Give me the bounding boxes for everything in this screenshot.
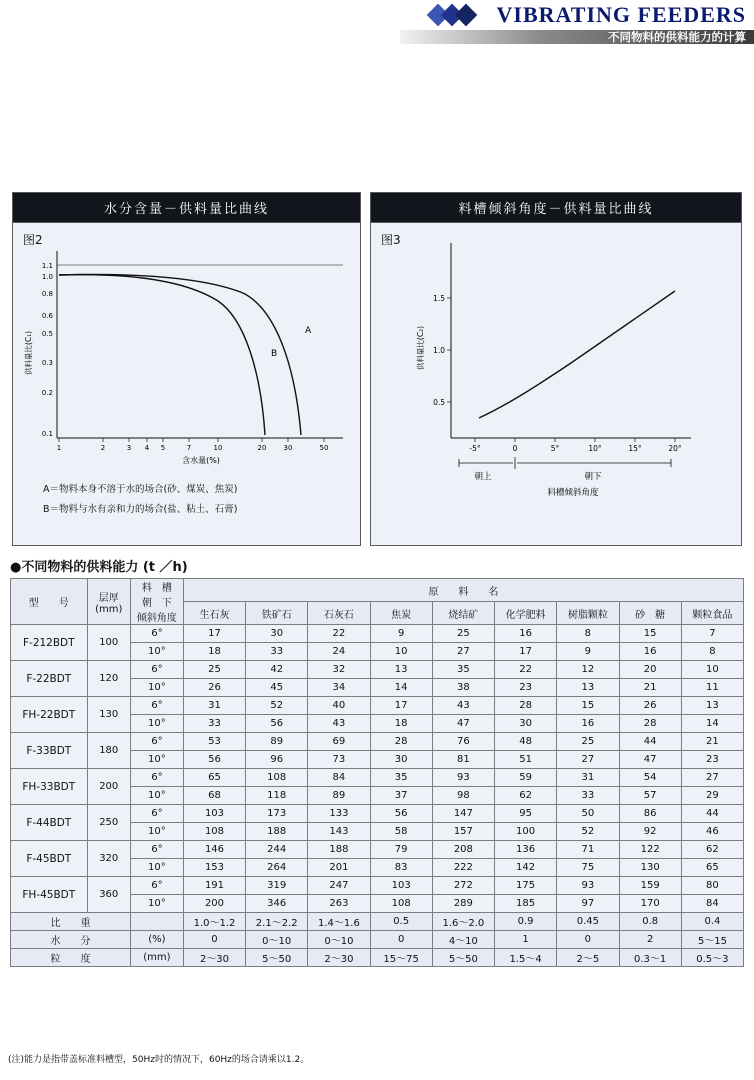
cell-capacity: 10 <box>370 643 432 661</box>
cell-angle: 10° <box>130 823 183 841</box>
footer-unit: (%) <box>130 931 183 949</box>
cell-capacity: 96 <box>246 751 308 769</box>
cell-angle: 6° <box>130 661 183 679</box>
header-material-6: 树脂颗粒 <box>557 602 619 625</box>
svg-text:30: 30 <box>283 444 293 452</box>
cell-capacity: 13 <box>370 661 432 679</box>
cell-capacity: 46 <box>681 823 743 841</box>
svg-text:20°: 20° <box>668 444 682 453</box>
cell-angle: 6° <box>130 733 183 751</box>
cell-capacity: 54 <box>619 769 681 787</box>
cell-capacity: 28 <box>494 697 556 715</box>
cell-model: FH-33BDT <box>11 769 88 805</box>
cell-capacity: 57 <box>619 787 681 805</box>
table-body <box>11 625 744 913</box>
cell-capacity: 18 <box>183 643 245 661</box>
figure-2-note-a: A＝物料本身不溶于水的场合(砂、煤炭、焦炭) <box>43 484 238 495</box>
cell-capacity: 201 <box>308 859 370 877</box>
table-foot <box>11 913 744 967</box>
svg-text:A: A <box>305 326 312 336</box>
cell-capacity: 23 <box>494 679 556 697</box>
cell-capacity: 27 <box>432 643 494 661</box>
table-head <box>11 579 744 625</box>
figure-2-body <box>13 223 360 545</box>
footer-value: 0.45 <box>557 913 619 931</box>
cell-capacity: 42 <box>246 661 308 679</box>
figure-2-chart <box>13 223 362 473</box>
cell-capacity: 47 <box>619 751 681 769</box>
cell-capacity: 13 <box>557 679 619 697</box>
cell-capacity: 73 <box>308 751 370 769</box>
table-row <box>11 697 744 715</box>
cell-capacity: 21 <box>619 679 681 697</box>
cell-capacity: 191 <box>183 877 245 895</box>
footer-value: 0.4 <box>681 913 743 931</box>
header-thickness-label: 层厚 <box>98 592 119 604</box>
header-material-1: 铁矿石 <box>246 602 308 625</box>
cell-capacity: 27 <box>557 751 619 769</box>
cell-capacity: 146 <box>183 841 245 859</box>
cell-angle: 10° <box>130 751 183 769</box>
cell-angle: 10° <box>130 679 183 697</box>
cell-capacity: 43 <box>432 697 494 715</box>
cell-capacity: 65 <box>681 859 743 877</box>
table-row <box>11 733 744 751</box>
cell-capacity: 53 <box>183 733 245 751</box>
cell-capacity: 65 <box>183 769 245 787</box>
cell-capacity: 68 <box>183 787 245 805</box>
cell-angle: 6° <box>130 769 183 787</box>
cell-capacity: 62 <box>681 841 743 859</box>
page-title: VIBRATING FEEDERS <box>496 2 746 27</box>
cell-angle: 10° <box>130 787 183 805</box>
cell-model: F-33BDT <box>11 733 88 769</box>
capacity-table <box>10 578 744 967</box>
cell-capacity: 108 <box>370 895 432 913</box>
svg-text:0: 0 <box>512 444 518 453</box>
svg-text:1.1: 1.1 <box>41 262 53 270</box>
cell-capacity: 43 <box>308 715 370 733</box>
cell-capacity: 89 <box>246 733 308 751</box>
cell-capacity: 8 <box>681 643 743 661</box>
svg-text:20: 20 <box>257 444 267 452</box>
cell-capacity: 8 <box>557 625 619 643</box>
header-material-group: 原 料 名 <box>183 579 743 602</box>
footer-value: 2.1～2.2 <box>246 913 308 931</box>
cell-capacity: 17 <box>183 625 245 643</box>
cell-angle: 6° <box>130 697 183 715</box>
cell-capacity: 159 <box>619 877 681 895</box>
cell-capacity: 103 <box>370 877 432 895</box>
cell-angle: 6° <box>130 841 183 859</box>
cell-capacity: 170 <box>619 895 681 913</box>
cell-capacity: 142 <box>494 859 556 877</box>
header-material-2: 石灰石 <box>308 602 370 625</box>
svg-text:0.5: 0.5 <box>433 398 445 407</box>
cell-thickness: 130 <box>87 697 130 733</box>
cell-capacity: 9 <box>370 625 432 643</box>
table-row <box>11 877 744 895</box>
cell-capacity: 10 <box>681 661 743 679</box>
svg-text:供料量比(C₁): 供料量比(C₁) <box>24 330 33 376</box>
footer-value: 0～10 <box>308 931 370 949</box>
footer-value: 4～10 <box>432 931 494 949</box>
cell-capacity: 28 <box>619 715 681 733</box>
footer-value: 0～10 <box>246 931 308 949</box>
cell-capacity: 35 <box>432 661 494 679</box>
cell-capacity: 108 <box>183 823 245 841</box>
cell-capacity: 45 <box>246 679 308 697</box>
cell-capacity: 157 <box>432 823 494 841</box>
cell-thickness: 360 <box>87 877 130 913</box>
header-model: 型 号 <box>11 579 88 625</box>
svg-text:5°: 5° <box>550 444 560 453</box>
capacity-table-wrap <box>10 578 744 967</box>
footer-unit: (mm) <box>130 949 183 967</box>
svg-text:10°: 10° <box>588 444 602 453</box>
table-header-row-1 <box>11 579 744 602</box>
cell-capacity: 52 <box>246 697 308 715</box>
cell-capacity: 37 <box>370 787 432 805</box>
figure-3-chart <box>371 223 743 513</box>
cell-capacity: 71 <box>557 841 619 859</box>
figure-3-panel <box>370 192 742 546</box>
cell-capacity: 208 <box>432 841 494 859</box>
cell-capacity: 35 <box>370 769 432 787</box>
footer-value: 0.5～3 <box>681 949 743 967</box>
cell-capacity: 14 <box>370 679 432 697</box>
cell-capacity: 80 <box>681 877 743 895</box>
header-material-5: 化学肥料 <box>494 602 556 625</box>
table-row <box>11 769 744 787</box>
cell-capacity: 173 <box>246 805 308 823</box>
svg-text:0.1: 0.1 <box>41 430 53 438</box>
cell-capacity: 28 <box>370 733 432 751</box>
cell-capacity: 38 <box>432 679 494 697</box>
footer-unit <box>130 913 183 931</box>
cell-capacity: 108 <box>246 769 308 787</box>
cell-capacity: 247 <box>308 877 370 895</box>
cell-capacity: 95 <box>494 805 556 823</box>
table-footer-row <box>11 913 744 931</box>
header-angle-l2: 朝 下 <box>141 598 172 609</box>
footer-label: 粒 度 <box>11 949 131 967</box>
cell-capacity: 188 <box>308 841 370 859</box>
header-thickness-unit: (mm) <box>95 603 123 615</box>
footer-label: 水 分 <box>11 931 131 949</box>
cell-capacity: 272 <box>432 877 494 895</box>
svg-text:0.8: 0.8 <box>41 290 53 298</box>
cell-capacity: 147 <box>432 805 494 823</box>
cell-capacity: 26 <box>183 679 245 697</box>
cell-capacity: 15 <box>619 625 681 643</box>
footer-value: 2～5 <box>557 949 619 967</box>
footer-value: 2～30 <box>183 949 245 967</box>
svg-text:朝下: 朝下 <box>584 472 602 482</box>
footer-value: 5～15 <box>681 931 743 949</box>
svg-text:0.5: 0.5 <box>41 330 53 338</box>
svg-text:2: 2 <box>100 444 106 452</box>
cell-capacity: 13 <box>681 697 743 715</box>
footer-value: 1.4～1.6 <box>308 913 370 931</box>
cell-capacity: 21 <box>681 733 743 751</box>
cell-capacity: 56 <box>183 751 245 769</box>
table-row <box>11 661 744 679</box>
diamond-logo-icon <box>430 4 490 26</box>
cell-capacity: 79 <box>370 841 432 859</box>
footer-value: 0.9 <box>494 913 556 931</box>
section-title: ●不同物料的供料能力 (t ／h) <box>10 560 188 575</box>
cell-capacity: 84 <box>308 769 370 787</box>
svg-text:料槽倾斜角度: 料槽倾斜角度 <box>547 488 599 498</box>
svg-text:-5°: -5° <box>469 444 481 453</box>
cell-capacity: 346 <box>246 895 308 913</box>
header-material-8: 颗粒食品 <box>681 602 743 625</box>
cell-capacity: 26 <box>619 697 681 715</box>
cell-capacity: 33 <box>557 787 619 805</box>
cell-capacity: 93 <box>432 769 494 787</box>
svg-text:10: 10 <box>213 444 223 452</box>
cell-capacity: 130 <box>619 859 681 877</box>
footer-value: 0.8 <box>619 913 681 931</box>
svg-text:B: B <box>271 349 278 359</box>
svg-text:0.6: 0.6 <box>41 312 53 320</box>
cell-model: F-22BDT <box>11 661 88 697</box>
cell-capacity: 59 <box>494 769 556 787</box>
cell-capacity: 16 <box>557 715 619 733</box>
cell-capacity: 16 <box>494 625 556 643</box>
header-angle <box>130 579 183 625</box>
cell-capacity: 50 <box>557 805 619 823</box>
cell-capacity: 188 <box>246 823 308 841</box>
cell-capacity: 81 <box>432 751 494 769</box>
footer-value: 1.5～4 <box>494 949 556 967</box>
figure-2-label: 图2 <box>23 233 43 247</box>
cell-capacity: 69 <box>308 733 370 751</box>
figure-2-heading: 水分含量－供料量比曲线 <box>13 193 360 223</box>
cell-capacity: 133 <box>308 805 370 823</box>
svg-text:供料量比(C₂): 供料量比(C₂) <box>416 325 425 371</box>
cell-capacity: 44 <box>681 805 743 823</box>
cell-angle: 10° <box>130 643 183 661</box>
footer-value: 2 <box>619 931 681 949</box>
cell-capacity: 93 <box>557 877 619 895</box>
svg-text:50: 50 <box>319 444 329 452</box>
svg-text:0.2: 0.2 <box>41 389 53 397</box>
header-angle-l3: 倾斜角度 <box>136 613 177 624</box>
table-footer-row <box>11 931 744 949</box>
cell-capacity: 48 <box>494 733 556 751</box>
cell-angle: 6° <box>130 805 183 823</box>
figures-region <box>12 192 742 546</box>
cell-capacity: 22 <box>308 625 370 643</box>
cell-capacity: 47 <box>432 715 494 733</box>
cell-thickness: 180 <box>87 733 130 769</box>
cell-capacity: 136 <box>494 841 556 859</box>
page-subtitle: 不同物料的供料能力的计算 <box>608 30 746 44</box>
cell-angle: 6° <box>130 625 183 643</box>
cell-capacity: 76 <box>432 733 494 751</box>
table-row <box>11 841 744 859</box>
cell-angle: 10° <box>130 895 183 913</box>
page-header <box>0 0 754 52</box>
cell-capacity: 7 <box>681 625 743 643</box>
svg-text:3: 3 <box>126 444 132 452</box>
cell-capacity: 56 <box>370 805 432 823</box>
svg-text:0.3: 0.3 <box>41 359 53 367</box>
svg-text:1.0: 1.0 <box>41 273 53 281</box>
footer-value: 5～50 <box>432 949 494 967</box>
cell-capacity: 30 <box>370 751 432 769</box>
cell-capacity: 18 <box>370 715 432 733</box>
footer-value: 1 <box>494 931 556 949</box>
cell-capacity: 56 <box>246 715 308 733</box>
cell-capacity: 62 <box>494 787 556 805</box>
figure-3-label: 图3 <box>381 233 401 247</box>
cell-capacity: 25 <box>183 661 245 679</box>
cell-capacity: 75 <box>557 859 619 877</box>
cell-capacity: 25 <box>557 733 619 751</box>
cell-capacity: 58 <box>370 823 432 841</box>
cell-capacity: 25 <box>432 625 494 643</box>
cell-thickness: 320 <box>87 841 130 877</box>
cell-capacity: 40 <box>308 697 370 715</box>
header-material-4: 烧结矿 <box>432 602 494 625</box>
cell-angle: 6° <box>130 877 183 895</box>
cell-capacity: 27 <box>681 769 743 787</box>
cell-capacity: 9 <box>557 643 619 661</box>
cell-thickness: 250 <box>87 805 130 841</box>
footer-value: 1.6～2.0 <box>432 913 494 931</box>
cell-capacity: 122 <box>619 841 681 859</box>
cell-capacity: 23 <box>681 751 743 769</box>
svg-text:5: 5 <box>160 444 166 452</box>
footer-value: 2～30 <box>308 949 370 967</box>
cell-capacity: 153 <box>183 859 245 877</box>
svg-text:4: 4 <box>144 444 150 452</box>
cell-angle: 10° <box>130 715 183 733</box>
cell-capacity: 83 <box>370 859 432 877</box>
cell-capacity: 16 <box>619 643 681 661</box>
cell-capacity: 20 <box>619 661 681 679</box>
cell-model: FH-22BDT <box>11 697 88 733</box>
header-material-7: 砂 糖 <box>619 602 681 625</box>
footer-value: 0.5 <box>370 913 432 931</box>
cell-capacity: 319 <box>246 877 308 895</box>
cell-model: F-212BDT <box>11 625 88 661</box>
cell-capacity: 14 <box>681 715 743 733</box>
header-thickness <box>87 579 130 625</box>
cell-capacity: 92 <box>619 823 681 841</box>
cell-capacity: 97 <box>557 895 619 913</box>
cell-angle: 10° <box>130 859 183 877</box>
table-footnote: (注)能力是指带盖标准料槽型，50Hz时的情况下，60Hz的场合请乘以1.2。 <box>8 1055 310 1065</box>
svg-text:含水量(%): 含水量(%) <box>182 456 220 465</box>
cell-capacity: 185 <box>494 895 556 913</box>
svg-text:15°: 15° <box>628 444 642 453</box>
cell-capacity: 12 <box>557 661 619 679</box>
header-material-0: 生石灰 <box>183 602 245 625</box>
footer-value: 15～75 <box>370 949 432 967</box>
cell-capacity: 17 <box>370 697 432 715</box>
cell-capacity: 289 <box>432 895 494 913</box>
cell-capacity: 222 <box>432 859 494 877</box>
cell-thickness: 100 <box>87 625 130 661</box>
cell-capacity: 30 <box>246 625 308 643</box>
cell-capacity: 44 <box>619 733 681 751</box>
cell-thickness: 200 <box>87 769 130 805</box>
cell-capacity: 244 <box>246 841 308 859</box>
figure-2-note-b: B＝物料与水有亲和力的场合(盐、粘土、石膏) <box>43 504 238 515</box>
cell-capacity: 11 <box>681 679 743 697</box>
cell-model: FH-45BDT <box>11 877 88 913</box>
cell-capacity: 24 <box>308 643 370 661</box>
cell-capacity: 86 <box>619 805 681 823</box>
svg-text:1.0: 1.0 <box>433 346 445 355</box>
svg-text:1.5: 1.5 <box>433 294 445 303</box>
cell-capacity: 22 <box>494 661 556 679</box>
footer-value: 1.0～1.2 <box>183 913 245 931</box>
cell-capacity: 98 <box>432 787 494 805</box>
table-row <box>11 625 744 643</box>
cell-capacity: 52 <box>557 823 619 841</box>
cell-thickness: 120 <box>87 661 130 697</box>
table-row <box>11 805 744 823</box>
cell-model: F-44BDT <box>11 805 88 841</box>
cell-capacity: 31 <box>557 769 619 787</box>
cell-capacity: 31 <box>183 697 245 715</box>
footer-value: 0 <box>183 931 245 949</box>
cell-capacity: 29 <box>681 787 743 805</box>
cell-capacity: 175 <box>494 877 556 895</box>
cell-capacity: 143 <box>308 823 370 841</box>
cell-capacity: 34 <box>308 679 370 697</box>
cell-capacity: 89 <box>308 787 370 805</box>
figure-3-body <box>371 223 741 545</box>
cell-capacity: 118 <box>246 787 308 805</box>
cell-capacity: 32 <box>308 661 370 679</box>
cell-capacity: 263 <box>308 895 370 913</box>
cell-capacity: 51 <box>494 751 556 769</box>
figure-3-heading: 料槽倾斜角度－供料量比曲线 <box>371 193 741 223</box>
footer-value: 0 <box>370 931 432 949</box>
header-material-3: 焦炭 <box>370 602 432 625</box>
header-angle-l1: 料 槽 <box>141 583 172 594</box>
cell-capacity: 200 <box>183 895 245 913</box>
cell-capacity: 84 <box>681 895 743 913</box>
footer-value: 0 <box>557 931 619 949</box>
svg-text:1: 1 <box>56 444 62 452</box>
cell-model: F-45BDT <box>11 841 88 877</box>
footer-value: 0.3～1 <box>619 949 681 967</box>
table-footer-row <box>11 949 744 967</box>
footer-label: 比 重 <box>11 913 131 931</box>
cell-capacity: 100 <box>494 823 556 841</box>
cell-capacity: 264 <box>246 859 308 877</box>
cell-capacity: 33 <box>246 643 308 661</box>
cell-capacity: 17 <box>494 643 556 661</box>
svg-text:7: 7 <box>186 444 192 452</box>
cell-capacity: 33 <box>183 715 245 733</box>
svg-text:朝上: 朝上 <box>474 472 492 482</box>
cell-capacity: 15 <box>557 697 619 715</box>
cell-capacity: 30 <box>494 715 556 733</box>
cell-capacity: 103 <box>183 805 245 823</box>
footer-value: 5～50 <box>246 949 308 967</box>
figure-2-panel <box>12 192 361 546</box>
